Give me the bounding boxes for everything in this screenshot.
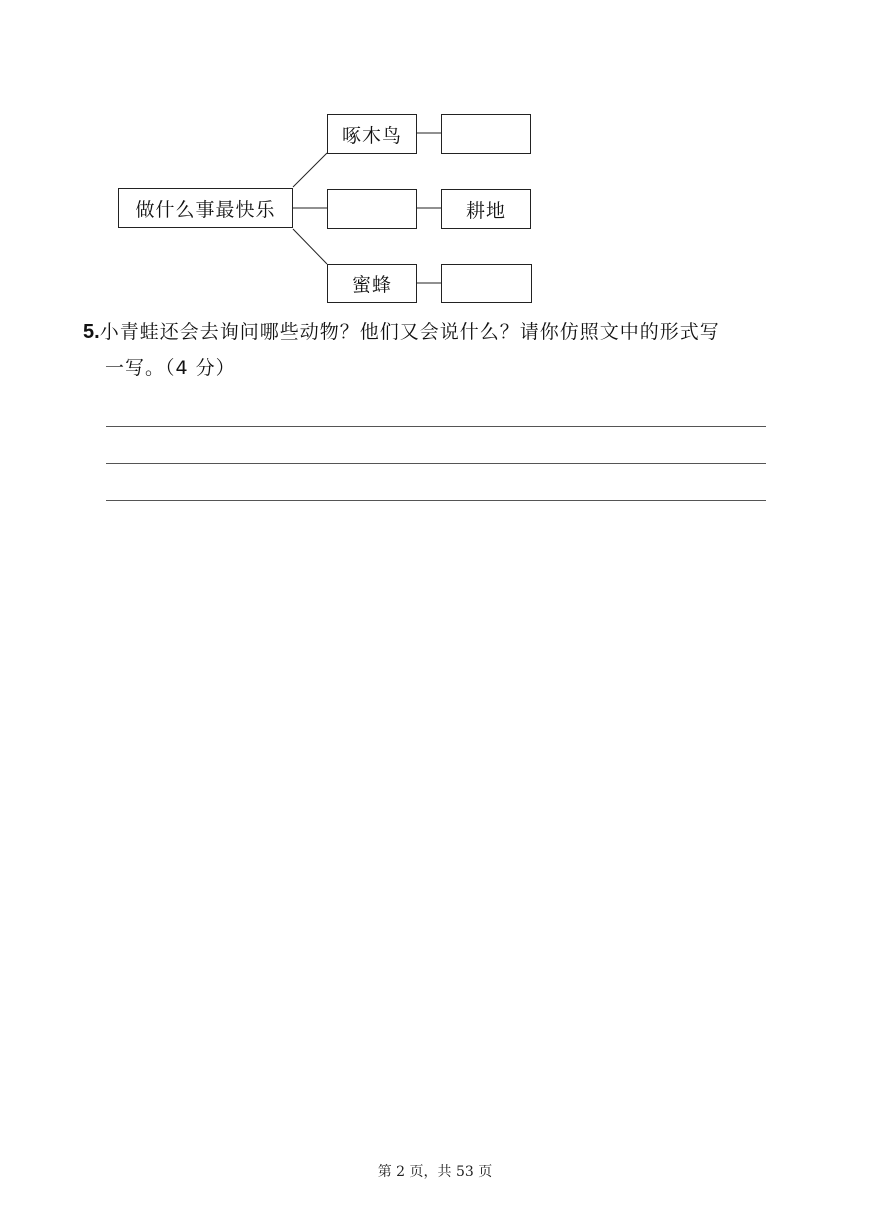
connector-root-bottom [293, 229, 327, 264]
answer-line-1[interactable] [106, 426, 766, 427]
page-footer [0, 1161, 870, 1181]
question-5 [83, 314, 793, 386]
question-line-2 [83, 350, 793, 386]
page-number-text: 第 2 页，共 53 页 [377, 1164, 493, 1180]
activity-box-plowing [441, 189, 531, 229]
activity-answer-box-1[interactable] [441, 114, 531, 154]
answer-line-3[interactable] [106, 500, 766, 501]
root-box [118, 188, 293, 228]
animal-box-bee [327, 264, 417, 303]
activity-answer-box-3[interactable] [441, 264, 532, 303]
answer-line-2[interactable] [106, 463, 766, 464]
mind-map-diagram [0, 0, 870, 310]
animal-answer-box-2[interactable] [327, 189, 417, 229]
activity-label: 耕地 [465, 199, 506, 222]
question-number: 5. [83, 321, 100, 343]
animal-label: 蜜蜂 [351, 274, 392, 296]
connector-root-top [293, 153, 327, 187]
question-line-1 [83, 314, 793, 350]
question-text-line2: 一写。（4 分） [105, 357, 236, 379]
diagram-connectors [0, 0, 870, 310]
animal-label: 啄木鸟 [341, 124, 402, 147]
question-text-line1: 小青蛙还会去询问哪些动物？他们又会说什么？请你仿照文中的形式写 [99, 321, 720, 343]
animal-box-woodpecker [327, 114, 417, 154]
root-label: 做什么事最快乐 [135, 198, 276, 221]
